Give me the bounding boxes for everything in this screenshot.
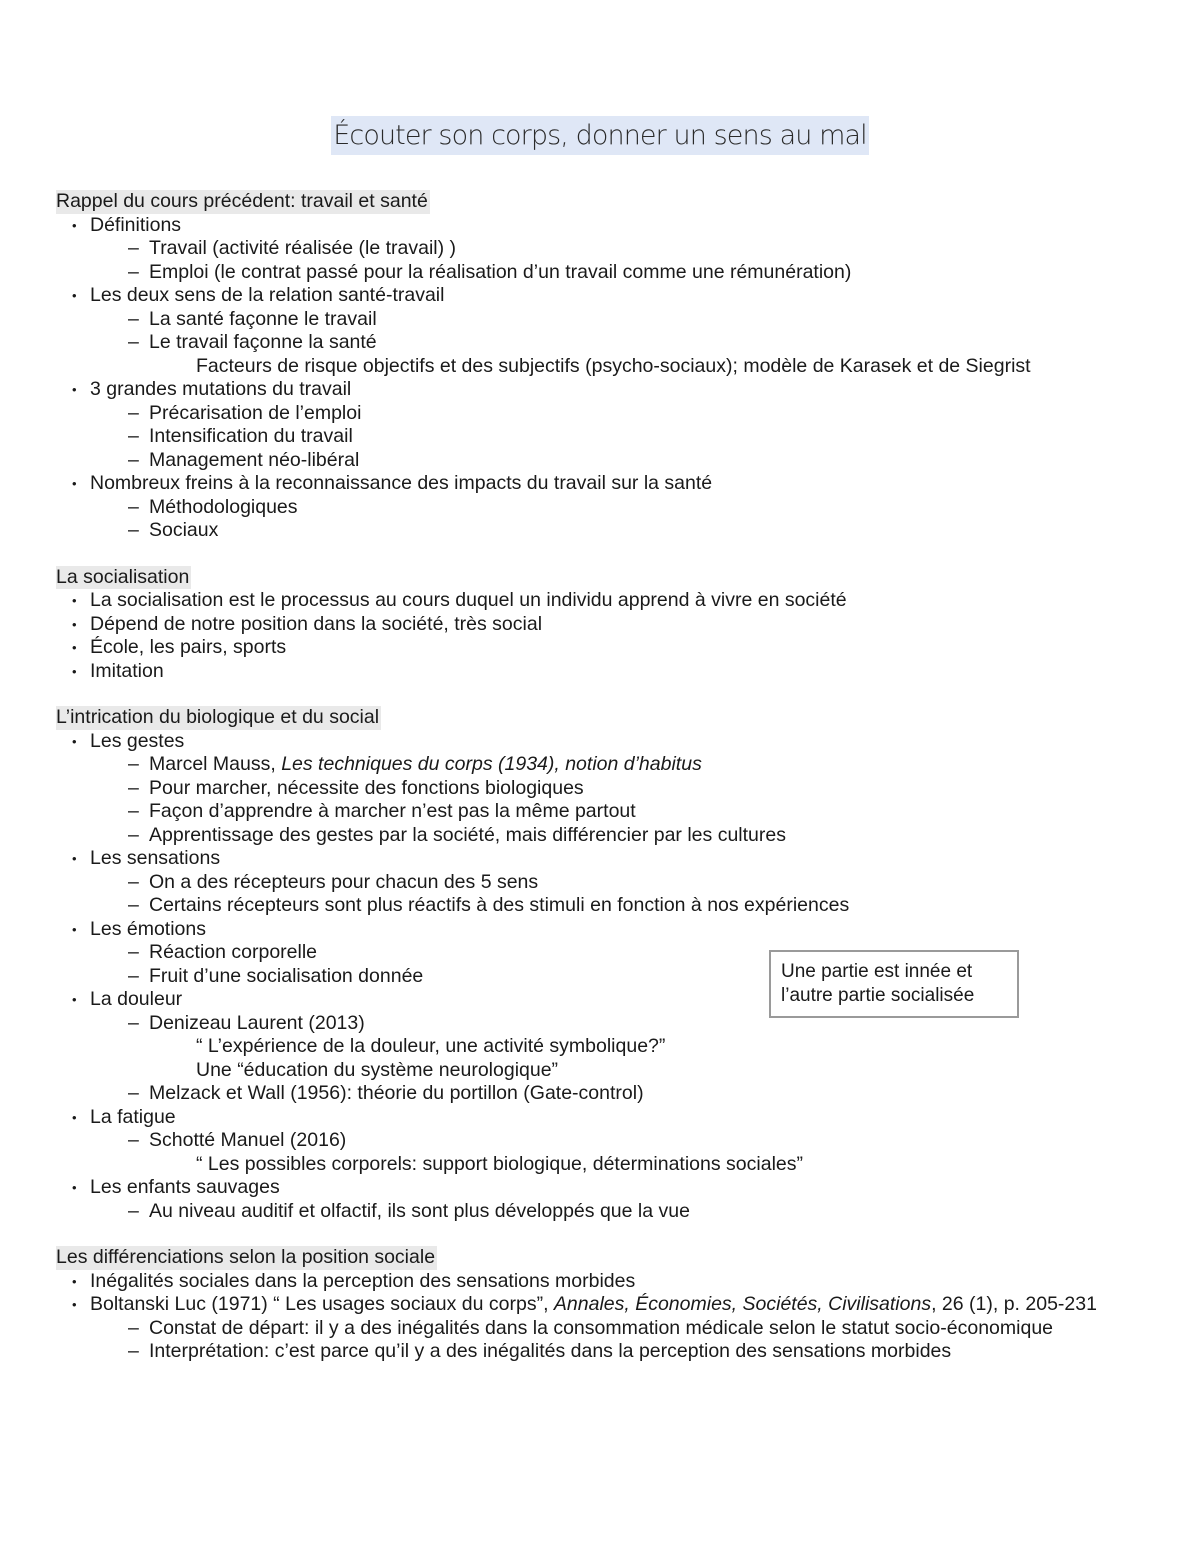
- bullet-item: • 3 grandes mutations du travail: [56, 378, 1156, 402]
- sub-item: – La santé façonne le travail: [56, 308, 1156, 332]
- sub-item: – Réaction corporelle: [56, 941, 1156, 965]
- spacer: [56, 683, 1156, 706]
- sub-item: – Certains récepteurs sont plus réactifs à des stimuli en fonction à nos expériences: [56, 894, 1156, 918]
- sub-item: – Façon d’apprendre à marcher n’est pas la même partout: [56, 800, 1156, 824]
- sub-item: – On a des récepteurs pour chacun des 5 sens: [56, 871, 1156, 895]
- sub-item: – Sociaux: [56, 519, 1156, 543]
- sub-item: – Pour marcher, nécessite des fonctions biologiques: [56, 777, 1156, 801]
- sub-item: – Travail (activité réalisée (le travail) ): [56, 237, 1156, 261]
- sub-item: – Au niveau auditif et olfactif, ils sont plus développés que la vue: [56, 1200, 1156, 1224]
- sub-item: – Interprétation: c’est parce qu’il y a des inégalités dans la perception des sensations morbides: [56, 1340, 1156, 1364]
- section-heading-socialisation: La socialisation: [56, 565, 190, 588]
- sub-item: – Fruit d’une socialisation donnée: [56, 965, 1156, 989]
- section-heading-intrication: L’intrication du biologique et du social: [56, 706, 380, 728]
- sub-item: – Apprentissage des gestes par la société, mais différencier par les cultures: [56, 824, 1156, 848]
- bullet-item: • École, les pairs, sports: [56, 636, 1156, 660]
- bullet-item: • Les émotions: [56, 918, 1156, 942]
- sub-item: – Melzack et Wall (1956): théorie du portillon (Gate-control): [56, 1082, 1156, 1106]
- indented-text: “ Les possibles corporels: support biologique, déterminations sociales”: [196, 1152, 803, 1175]
- bullet-item: • Les gestes: [56, 730, 1156, 754]
- bullet-item: • La fatigue: [56, 1106, 1156, 1130]
- sub-item: – Constat de départ: il y a des inégalités dans la consommation médicale selon le statut socio-économique: [56, 1317, 1156, 1341]
- bullet-item: • Inégalités sociales dans la perception des sensations morbides: [56, 1270, 1156, 1294]
- bullet-item: • Dépend de notre position dans la société, très social: [56, 613, 1156, 637]
- bullet-item: • Nombreux freins à la reconnaissance des impacts du travail sur la santé: [56, 472, 1156, 496]
- document-title-wrapper: [0, 120, 1200, 151]
- citation-text: Boltanski Luc (1971) “ Les usages sociaux du corps”,: [90, 1293, 554, 1315]
- bullet-item: [56, 1293, 1156, 1317]
- bullet-item: • Les deux sens de la relation santé-travail: [56, 284, 1156, 308]
- document-body: [56, 190, 1156, 1364]
- journal-title: Annales, Économies, Sociétés, Civilisations: [553, 1293, 932, 1315]
- bullet-item: • Imitation: [56, 660, 1156, 684]
- sub-item: – Schotté Manuel (2016): [56, 1129, 1156, 1153]
- document-title: Écouter son corps, donner un sens au mal: [331, 116, 869, 155]
- sub-item: – Management néo-libéral: [56, 449, 1156, 473]
- author-text: Marcel Mauss,: [149, 753, 282, 775]
- sub-item: – Intensification du travail: [56, 425, 1156, 449]
- section-heading-rappel: Rappel du cours précédent: travail et santé: [56, 190, 428, 212]
- sub-item: [56, 753, 1156, 777]
- sub-item: – Denizeau Laurent (2013): [56, 1012, 1156, 1036]
- work-title: Les techniques du corps (1934), notion d’habitus: [281, 753, 702, 775]
- sub-item: – Le travail façonne la santé: [56, 331, 1156, 355]
- citation-pages: , 26 (1), p. 205-231: [931, 1293, 1097, 1315]
- indented-text: Une “éducation du système neurologique”: [196, 1058, 559, 1081]
- spacer: [56, 543, 1156, 566]
- bullet-item: • La douleur: [56, 988, 1156, 1012]
- sub-item: – Méthodologiques: [56, 496, 1156, 520]
- sub-item: – Précarisation de l’emploi: [56, 402, 1156, 426]
- bullet-item: • Définitions: [56, 214, 1156, 238]
- bullet-item: • La socialisation est le processus au cours duquel un individu apprend à vivre en société: [56, 589, 1156, 613]
- bullet-item: • Les sensations: [56, 847, 1156, 871]
- section-heading-differenciations: Les différenciations selon la position sociale: [56, 1246, 436, 1268]
- indented-text: “ L’expérience de la douleur, une activité symbolique?”: [196, 1035, 666, 1057]
- sub-item: – Emploi (le contrat passé pour la réalisation d’un travail comme une rémunération): [56, 261, 1156, 285]
- bullet-item: • Les enfants sauvages: [56, 1176, 1156, 1200]
- indented-text: Facteurs de risque objectifs et des subjectifs (psycho-sociaux); modèle de Karasek et de Siegrist: [196, 354, 1031, 377]
- annotation-box: Une partie est innée et l’autre partie socialisée: [769, 950, 1019, 1018]
- spacer: [56, 1223, 1156, 1246]
